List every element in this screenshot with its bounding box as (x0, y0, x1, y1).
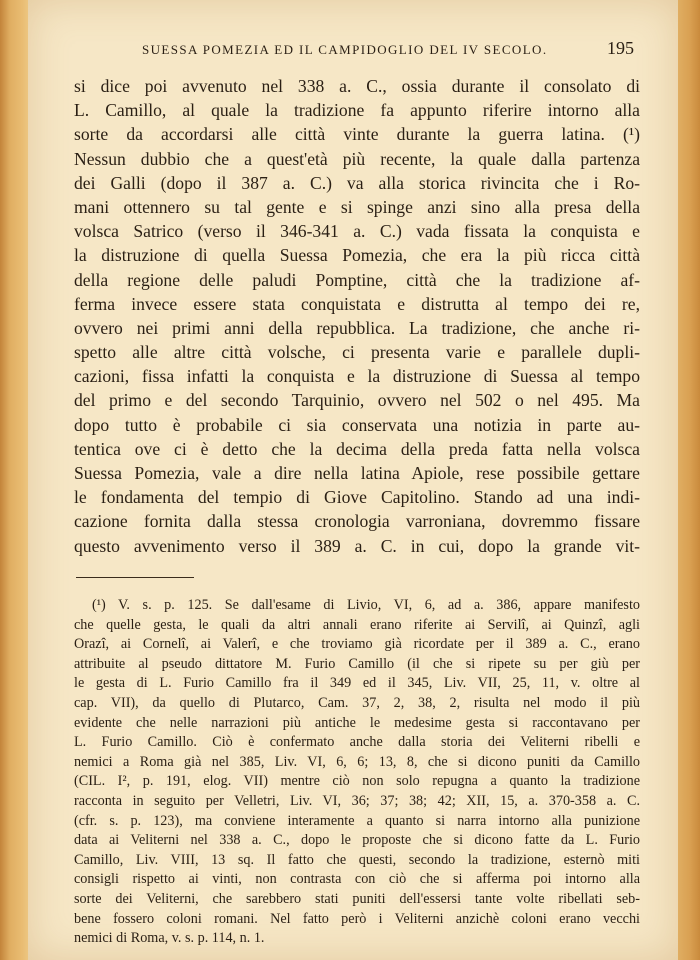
footnote-line: nemici di Roma, v. s. p. 114, n. 1. (74, 930, 265, 947)
text-line: dopo tutto è probabile ci sia conservata una notizia in parte au- (74, 414, 640, 435)
text-line: volsca Satrico (verso il 346-341 a. C.) vada fissata la conquista e (74, 221, 640, 242)
footnote-line: (¹) V. s. p. 125. Se dall'esame di Livio, VI, 6, ad a. 386, appare manifesto (92, 597, 640, 613)
page-number: 195 (607, 38, 634, 58)
footnote-line: bene fossero coloni romani. Nel fatto però i Veliterni anzichè coloni erano vecchi (74, 910, 640, 927)
footnote-line: (cfr. s. p. 123), ma conviene interamente a quanto si narra intorno alla punizione (74, 812, 640, 829)
footnote-line: (CIL. I², p. 191, elog. VII) mentre ciò non solo repugna a quanto la tradizione (74, 773, 640, 790)
footnote-line: Orazî, ai Cornelî, ai Valerî, e che troviamo già ricordate per il 389 a. C., erano (74, 636, 640, 653)
main-text (74, 74, 640, 558)
text-line: cazione fornita dalla stessa cronologia varroniana, dovremmo fissare (74, 511, 640, 532)
text-line: dei Galli (dopo il 387 a. C.) va alla storica rivincita che i Ro- (74, 172, 640, 193)
text-line: ferma invece essere stata conquistata e distrutta al tempo dei re, (74, 293, 640, 314)
footnote-divider (76, 577, 194, 578)
text-line: Suessa Pomezia, vale a dire nella latina Apiole, rese possibile gettare (74, 463, 640, 483)
book-page (28, 0, 678, 960)
text-line: la distruzione di quella Suessa Pomezia, che era la più ricca città (74, 245, 640, 266)
footnote-line: racconta in seguito per Velletri, Liv. VI, 36; 37; 38; 42; XII, 15, a. 370-358 a. C. (74, 792, 640, 809)
footnote-line: sorte dei Veliterni, che sarebbero stati puniti dell'essersi tante volte ribellati seb- (74, 890, 640, 907)
text-line: Nessun dubbio che a quest'età più recente, la quale dalla partenza (74, 148, 640, 169)
footnote-line: evidente che nelle narrazioni più antiche le medesime gesta si raccontavano per (74, 714, 640, 731)
text-line: le fondamenta del tempio di Giove Capitolino. Stando ad una indi- (74, 487, 640, 508)
text-line: cazioni, fissa infatti la conquista e la distruzione di Suessa al tempo (74, 366, 640, 387)
footnote-line: le gesta di L. Furio Camillo fra il 349 ed il 345, Liv. VII, 25, 11, v. oltre al (74, 675, 640, 692)
running-head (68, 38, 638, 62)
text-line: si dice poi avvenuto nel 338 a. C., ossia durante il consolato di (74, 76, 640, 96)
footnote-line: Camillo, Liv. VIII, 13 sq. Il fatto che questi, secondo la tradizione, esternò miti (74, 851, 640, 868)
text-line: L. Camillo, al quale la tradizione fa appunto riferire intorno alla (74, 100, 640, 121)
footnote-line: cap. VII), da quello di Plutarco, Cam. 37, 2, 38, 2, risulta nel modo il più (74, 694, 640, 711)
footnote-line: data ai Veliterni nel 338 a. C., dopo le proposte che si dicono fatte da L. Furio (74, 832, 640, 849)
footnote-line: attribuite al pseudo dittatore M. Furio Camillo (il che si ripete su per giù per (74, 655, 640, 672)
text-line: della regione delle paludi Pomptine, città che la tradizione af- (74, 269, 640, 290)
footnote-line: nemici a Roma già nel 385, Liv. VI, 6, 6; 13, 8, che si dicono puniti da Camillo (74, 753, 640, 770)
footnote (74, 596, 640, 949)
footnote-line: che quelle gesta, le quali da altri annali erano riferite ai Servilî, ai Quinzî, agli (74, 616, 640, 633)
running-title: SUESSA POMEZIA ED IL CAMPIDOGLIO DEL IV SECOLO. (142, 42, 548, 57)
text-line: ovvero nei primi anni della repubblica. La tradizione, che anche ri- (74, 317, 640, 338)
text-line: spetto alle altre città volsche, ci presenta varie e parallele dupli- (74, 342, 640, 363)
footnote-line: consigli rispetto ai vinti, non contrasta con ciò che si afferma poi intorno alla (74, 871, 640, 888)
text-line: sorte da accordarsi alle città vinte durante la guerra latina. (¹) (74, 124, 640, 145)
footnote-line: L. Furio Camillo. Ciò è confermato anche dalla storia dei Veliterni ribelli e (74, 734, 640, 751)
text-line: mani ottennero su tal gente e si spinge anzi sino alla presa della (74, 196, 640, 217)
text-line: questo avvenimento verso il 389 a. C. in cui, dopo la grande vit- (74, 535, 640, 556)
text-line: tentica ove ci è detto che la decima della preda fatta nella volsca (74, 438, 640, 459)
text-line: del primo e del secondo Tarquinio, ovvero nel 502 o nel 495. Ma (74, 390, 640, 411)
